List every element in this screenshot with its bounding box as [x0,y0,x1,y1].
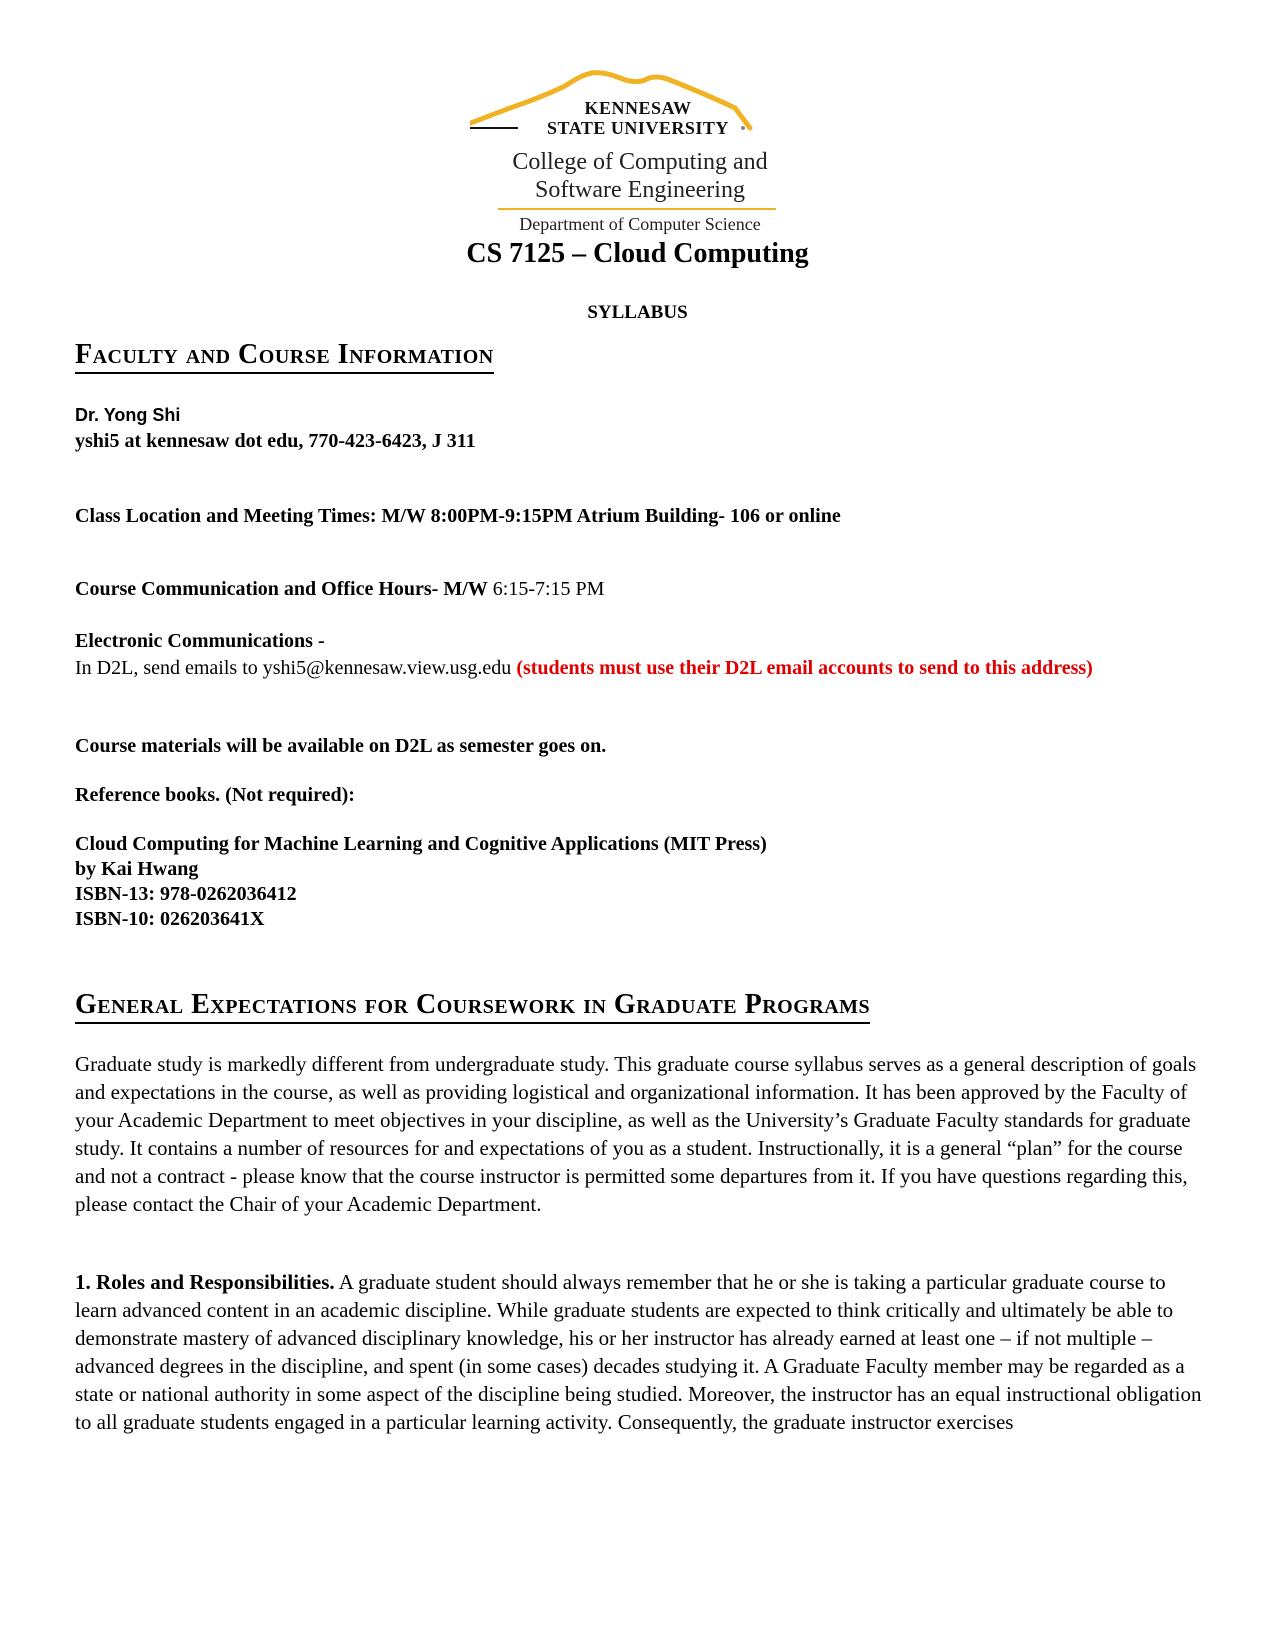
book-isbn13: ISBN-13: 978-0262036412 [75,883,297,905]
book-isbn10: ISBN-10: 026203641X [75,908,265,930]
expectations-section-heading: General Expectations for Coursework in Graduate Programs [75,990,870,1024]
instructor-contact: yshi5 at kennesaw dot edu, 770-423-6423, J 311 [75,430,476,452]
instructor-name: Dr. Yong Shi [75,405,181,425]
electronic-communications-label: Electronic Communications - [75,630,325,652]
department-name: Department of Computer Science [519,214,761,234]
gold-divider [498,208,776,210]
college-line1: College of Computing and [512,149,768,175]
university-logo [470,68,810,238]
roles-title: 1. Roles and Responsibilities. [75,1270,335,1294]
office-hours [75,576,1205,602]
reference-books-label: Reference books. (Not required): [75,784,355,806]
course-materials: Course materials will be available on D2L as semester goes on. [75,735,607,757]
book-author: by Kai Hwang [75,858,199,880]
university-line1: KENNESAW [584,98,692,118]
university-line2: STATE UNIVERSITY [547,118,729,138]
intro-paragraph: Graduate study is markedly different from undergraduate study. This graduate course syllabus serves as a general description of goals and expectations in the course, as well as providing logistical and organizational information. It has been approved by the Faculty of your Academic Department to meet objectives in your discipline, as well as the University’s Graduate Faculty standards for graduate study. It contains a number of resources for and expectations of you as a student. Instructionally, it is a general “plan” for the course and not a contract - please know that the course instructor is permitted some departures from it. If you have questions regarding this, please contact the Chair of your Academic Department. [75,1052,1197,1216]
office-hours-label: Course Communication and Office Hours- M/W [75,578,488,600]
document-type: SYLLABUS [587,302,688,323]
reference-book [75,832,1205,932]
roles-paragraph [75,1268,1205,1436]
roles-text: A graduate student should always remember that he or she is taking a particular graduate course to learn advanced content in an academic discipline. While graduate students are expected to think critically and ultimately be able to demonstrate mastery of advanced disciplinary knowledge, his or her instructor has already earned at least one – if not multiple – advanced degrees in the discipline, and spent (in some cases) decades studying it. A Graduate Faculty member may be regarded as a state or national authority in some aspect of the discipline being studied. Moreover, the instructor has an equal instructional obligation to all graduate students engaged in a particular learning activity. Consequently, the graduate instructor exercises [75,1270,1202,1434]
book-title: Cloud Computing for Machine Learning and Cognitive Applications (MIT Press) [75,833,767,855]
electronic-email-text: In D2L, send emails to yshi5@kennesaw.view.usg.edu [75,657,517,679]
electronic-email-note: (students must use their D2L email accounts to send to this address) [516,657,1093,679]
university-wordmark [518,98,758,138]
class-location: Class Location and Meeting Times: M/W 8:00PM-9:15PM Atrium Building- 106 or online [75,505,841,527]
course-title: CS 7125 – Cloud Computing [466,238,809,269]
electronic-communications-text [75,654,1205,682]
office-hours-time: 6:15-7:15 PM [487,578,605,600]
faculty-section-heading: Faculty and Course Information [75,340,494,374]
college-name [470,148,810,204]
college-line2: Software Engineering [535,177,745,203]
